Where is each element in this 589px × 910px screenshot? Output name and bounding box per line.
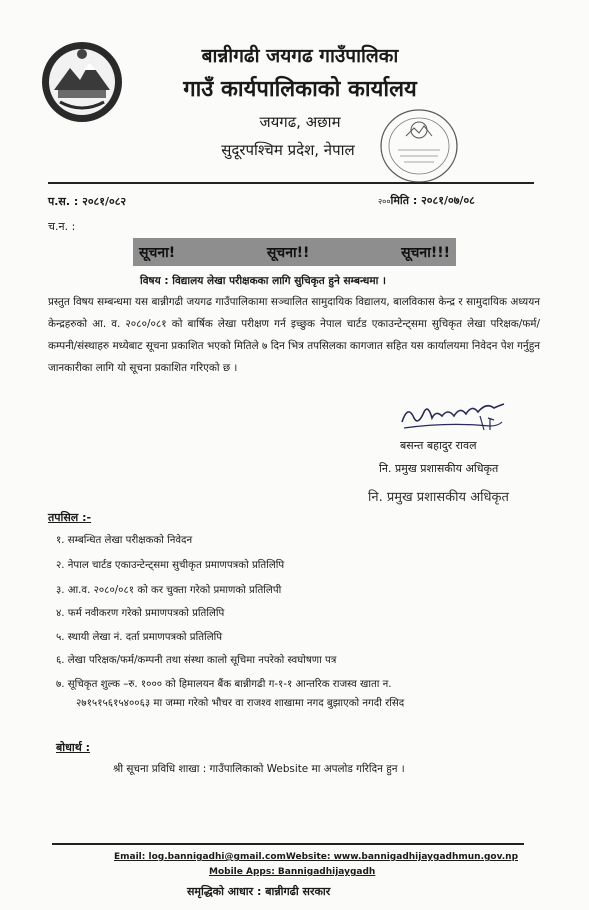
- office-location: जयगढ, अछाम: [259, 113, 341, 131]
- enclosure-item-continued: २७१५१५६१५४००६३ मा जम्मा गरेको भौचर वा राजश्व शाखामा नगद बुझाएको नगदी रसिद: [76, 698, 405, 709]
- office-name: गाउँ कार्यपालिकाको कार्यालय: [183, 77, 417, 102]
- enclosure-item: २. नेपाल चार्टड एकाउन्टेन्ट्समा सुचीकृत प्रमाणपत्रको प्रतिलिपि: [56, 560, 285, 571]
- header-divider: [48, 182, 534, 184]
- signatory-name: बसन्त बहादुर रावल: [400, 439, 477, 452]
- date-block: [378, 193, 475, 208]
- footer-contact: Email: log.bannigadhi@gmail.comWebsite: www.bannigadhijaygadhmun.gov.np: [114, 852, 519, 862]
- subject-line: विषय : विद्यालय लेखा परीक्षकका लागि सुचिकृत हुने सम्बन्धमा ।: [140, 275, 386, 287]
- dispatch-number: च.न. :: [48, 220, 76, 233]
- enclosure-heading: तपसिल :-: [48, 511, 92, 524]
- enclosure-item: ३. आ.व. २०८०/०८१ को कर चुक्ता गरेको प्रमाणको प्रतिलिपी: [56, 585, 282, 596]
- reference-number: प.स. : २०८१/०८२: [48, 195, 127, 208]
- municipality-name: बान्नीगढी जयगढ गाउँपालिका: [201, 45, 399, 67]
- enclosure-item: ५. स्थायी लेखा नं. दर्ता प्रमाणपत्रको प्रतिलिपि: [56, 632, 223, 643]
- enclosure-item: ६. लेखा परिक्षक/फर्म/कम्पनी तथा संस्था कालो सूचिमा नपरेको स्वघोषणा पत्र: [56, 655, 337, 666]
- date-prefix: २००: [378, 197, 391, 206]
- cc-line: श्री सूचना प्रविधि शाखा : गाउँपालिकाको Website मा अपलोड गरिदिन हुन ।: [113, 763, 405, 775]
- notice-word-1: सूचना!: [139, 244, 176, 261]
- enclosure-item: ७. सूचिकृत शुल्क –रु. १००० को हिमालयन बैंक बान्नीगढी ग-१-१ आन्तरिक राजस्व खाता न.: [56, 679, 392, 690]
- enclosure-item: ४. फर्म नवीकरण गरेको प्रमाणपत्रको प्रतिलिपि: [56, 608, 225, 619]
- office-province: सुदूरपश्चिम प्रदेश, नेपाल: [221, 141, 355, 159]
- notice-word-3: सूचना!!!: [401, 244, 450, 261]
- notice-banner: [133, 238, 456, 266]
- municipality-logo: [40, 40, 124, 124]
- footer-divider: [52, 843, 524, 845]
- body-paragraph: प्रस्तुत विषय सम्बन्धमा यस बान्नीगढी जयगढ गाउँपालिकामा सञ्चालित सामुदायिक विद्यालय, बालविकास केन्द्र र सामुदायिक अध्ययन केन्द्रहरुको आ. व. २०८०/०८१ को बार्षिक लेखा परीक्षण गर्न इच्छुक नेपाल चार्टड एकाउन्टेन्ट्समा सुचिकृत लेखा परिक्षक/फर्म/कम्पनी/संस्थाहरु मध्येबाट सूचना प्रकाशित भएको मितिले ७ दिन भित्र तपसिलका कागजात सहित यस कार्यालयमा निवेदन पेश गर्नुहुन जानकारीका लागि यो सूचना प्रकाशित गरिएको छ ।: [48, 296, 540, 374]
- signatory-title: नि. प्रमुख प्रशासकीय अधिकृत: [379, 462, 499, 475]
- date-value: मिति : २०८१/०७/०८: [390, 194, 475, 207]
- signatory-stamp-title: नि. प्रमुख प्रशासकीय अधिकृत: [368, 490, 509, 505]
- handwritten-signature: [398, 396, 508, 434]
- enclosure-item: १. सम्बन्धित लेखा परीक्षकको निवेदन: [56, 535, 193, 546]
- office-seal-stamp: [378, 106, 460, 186]
- footer-mobile-apps: Mobile Apps: Bannigadhijaygadh: [209, 867, 376, 877]
- footer-slogan: समृद्धिको आधार : बान्नीगढी सरकार: [187, 885, 331, 898]
- notice-word-2: सूचना!!: [266, 244, 310, 261]
- cc-heading: बोधार्थ :: [56, 741, 91, 754]
